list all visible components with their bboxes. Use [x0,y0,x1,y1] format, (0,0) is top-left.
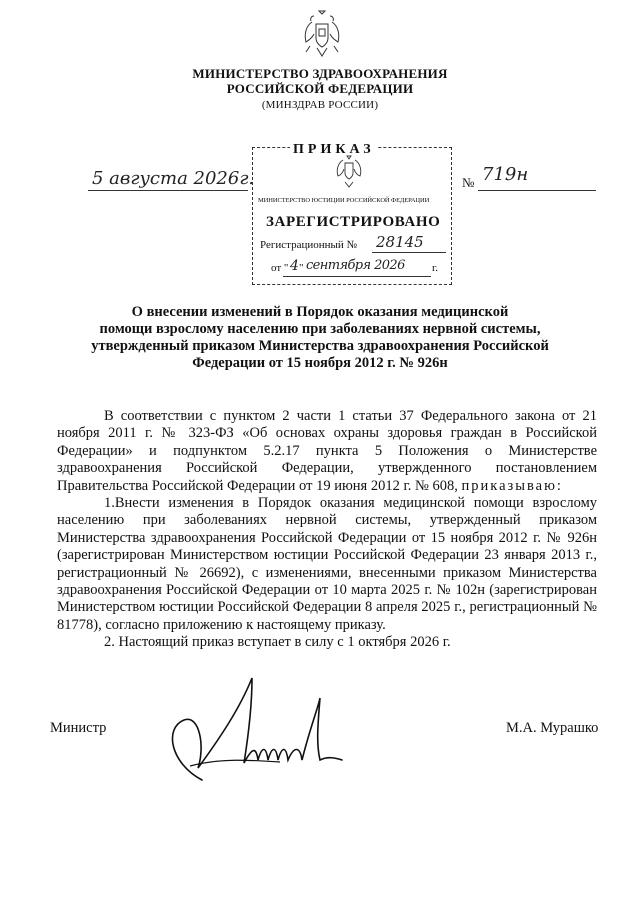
stamp-from-label: от " [271,262,289,274]
handwritten-signature [160,668,345,788]
title-line: Федерации от 15 ноября 2012 г. № 926н [192,355,448,371]
reg-number-underline [372,252,446,253]
stamp-reg-month-year: сентября 2026 [306,258,405,273]
title-line: утвержденный приказом Министерства здравоохранения Российской [91,338,549,354]
preamble-paragraph [57,408,597,495]
number-sign: № [462,175,475,190]
order-word: ПРИКАЗ [290,142,378,158]
stamp-reg-label: Регистрационный № [260,239,358,251]
document-title [60,304,580,372]
preamble-text: В соответствии с пунктом 2 части 1 статьи 37 Федерального закона от 21 ноября 2011 г. № 323-ФЗ «Об основах охраны здоровья граждан в Российской Федерации» и подпунктом 5.2.17 пункта 5 Положения о Министерстве здравоохранения Российской Федерации, утвержденного постановлением Правительства Российской Федерации от 19 июня 2012 г. № 608, [57,408,597,494]
ministry-name-line2: РОССИЙСКОЙ ФЕДЕРАЦИИ [226,81,414,96]
stamp-eagle-icon [334,154,364,188]
signature-name: М.А. Мурашко [506,720,599,736]
number-underline [478,190,596,191]
document-body [57,408,597,652]
stamp-reg-day: 4 [290,258,299,274]
order-number: 719н [482,164,529,185]
date-underline [88,190,248,191]
stamp-ministry-name: МИНИСТЕРСТВО ЮСТИЦИИ РОССИЙСКОЙ ФЕДЕРАЦИИ [258,197,430,204]
stamp-reg-number: 28145 [376,233,424,251]
order-date: 5 августа 2026г. [92,168,255,189]
stamp-year-suffix: г. [432,262,439,274]
ministry-abbreviation: (МИНЗДРАВ РОССИИ) [261,99,379,111]
title-line: О внесении изменений в Порядок оказания медицинской [131,304,509,320]
item-1-paragraph: 1.Внести изменения в Порядок оказания медицинской помощи взрослому населению при заболеваниях нервной системы, утвержденный приказом Министерства здравоохранения Российской Федерации от 15 ноября 2012 г. № 926н (зарегистрирован Министерством юстиции Российской Федерации 23 января 2013 г., регистрационный № 26692), с изменениями, внесенными приказом Министерства здравоохранения Российской Федерации от 10 марта 2025 г. № 102н (зарегистрирован Министерством юстиции Российской Федерации 8 апреля 2025 г., регистрационный № 81778), согласно приложению к настоящему приказу. [57,495,597,633]
double-headed-eagle-icon [302,8,342,60]
signature-position: Министр [50,720,107,736]
stamp-registered: ЗАРЕГИСТРИРОВАНО [266,214,441,230]
order-word-spaced: приказываю: [461,477,563,494]
ministry-name-line1: МИНИСТЕРСТВО ЗДРАВООХРАНЕНИЯ [192,66,448,81]
title-line: помощи взрослому населению при заболеваниях нервной системы, [99,321,541,337]
item-2-paragraph: 2. Настоящий приказ вступает в силу с 1 октября 2026 г. [104,634,451,651]
stamp-close-quote: " [299,262,304,274]
reg-date-underline [283,276,431,277]
